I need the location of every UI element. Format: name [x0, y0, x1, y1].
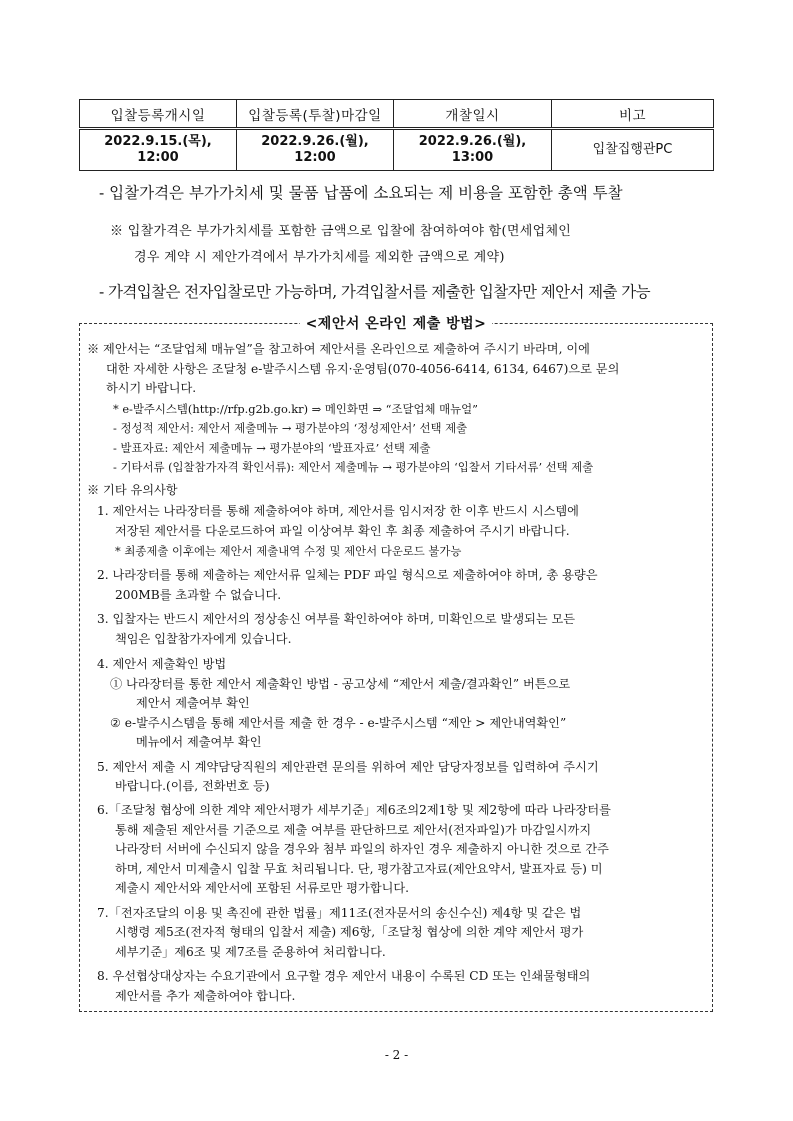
item-2-line2: 200MB를 초과할 수 없습니다. — [115, 588, 282, 602]
bullet-other-documents: - 기타서류 (입찰참가자격 확인서류): 제안서 제출메뉴 → 평가분야의 ‘입찰서 기타서류’ 선택 제출 — [113, 460, 594, 474]
intro-line2: 대한 자세한 사항은 조달청 e-발주시스템 유지·운영팀(070-4056-6414, 6134, 6467)으로 문의 — [106, 362, 620, 376]
item-2-line1: 2. 나라장터를 통해 제출하는 제안서류 일체는 PDF 파일 형식으로 제출하여야 하며, 총 용량은 — [97, 568, 598, 582]
item-6-line3: 나라장터 서버에 수신되지 않을 경우와 첨부 파일의 하자인 경우 제출하지 아니한 것으로 간주 — [115, 842, 609, 856]
header-bid-registration-deadline: 입찰등록(투찰)마감일 — [237, 100, 394, 129]
item-1-line1: 1. 제안서는 나라장터를 통해 제출하여야 하며, 제안서를 임시저장 한 이후 반드시 시스템에 — [97, 504, 579, 518]
note-vat-line1: ※ 입찰가격은 부가가치세를 포함한 금액으로 입찰에 참여하여야 함(면세업체인 — [110, 224, 572, 239]
note-electronic-bid: - 가격입찰은 전자입찰로만 가능하며, 가격입찰서를 제출한 입찰자만 제안서 제출 가능 — [99, 283, 650, 301]
item-8-line2: 제안서를 추가 제출하여야 합니다. — [115, 989, 296, 1003]
item-4-2-line1: ② e-발주시스템을 통해 제안서를 제출 한 경우 - e-발주시스템 “제안 > 제안내역확인” — [110, 716, 567, 730]
header-bid-opening: 개찰일시 — [394, 100, 552, 129]
bid-opening-date: 2022.9.26.(월), — [418, 134, 527, 149]
item-6-line4: 하며, 제안서 미제출시 입찰 무효 처리됩니다. 단, 평가참고자료(제안요약서, 발표자료 등) 미 — [115, 862, 603, 876]
bullet-qualitative-proposal: - 정성적 제안서: 제안서 제출메뉴 → 평가분야의 ‘정성제안서’ 선택 제출 — [113, 421, 468, 435]
item-6-line2: 통해 제출된 제안서를 기준으로 제출 여부를 판단하므로 제안서(전자파일)가 마감일시까지 — [115, 823, 592, 837]
cell-remark: 입찰집행관PC — [552, 129, 714, 171]
item-3-line2: 책임은 입찰참가자에게 있습니다. — [115, 632, 292, 646]
item-6-line5: 제출시 제안서와 제안서에 포함된 서류로만 평가합니다. — [115, 881, 410, 895]
item-8-line1: 8. 우선협상대상자는 수요기관에서 요구할 경우 제안서 내용이 수록된 CD 또는 인쇄물형태의 — [97, 969, 591, 983]
bid-opening-time: 13:00 — [451, 150, 494, 165]
item-3-line1: 3. 입찰자는 반드시 제안서의 정상송신 여부를 확인하여야 하며, 미확인으로 발생되는 모든 — [97, 612, 576, 626]
intro-line3: 하시기 바랍니다. — [106, 381, 197, 395]
registration-start-date: 2022.9.15.(목), — [104, 134, 212, 149]
item-4-1-line2: 제안서 제출여부 확인 — [136, 696, 250, 710]
header-bid-registration-start: 입찰등록개시일 — [80, 100, 237, 129]
table-row — [80, 129, 714, 171]
cell-registration-start — [80, 129, 237, 171]
registration-deadline-date: 2022.9.26.(월), — [261, 134, 369, 149]
page-number: - 2 - — [384, 1048, 409, 1062]
header-remark: 비고 — [552, 100, 714, 129]
bullet-presentation: - 발표자료: 제안서 제출메뉴 → 평가분야의 ‘발표자료’ 선택 제출 — [113, 441, 431, 455]
intro-line1: ※ 제안서는 “조달업체 매뉴얼”을 참고하여 제안서를 온라인으로 제출하여 주시기 바라며, 이에 — [87, 342, 590, 356]
item-1-note: * 최종제출 이후에는 제안서 제출내역 수정 및 제안서 다운로드 불가능 — [115, 544, 462, 558]
bid-schedule-table — [79, 99, 714, 171]
etc-notes-heading: ※ 기타 유의사항 — [87, 483, 178, 497]
online-submission-title: <제안서 온라인 제출 방법> — [80, 313, 712, 333]
item-7-line1: 7.「전자조달의 이용 및 촉진에 관한 법률」제11조(전자문서의 송신수신) 제4항 및 같은 법 — [97, 906, 582, 920]
table-header-row — [80, 100, 714, 129]
cell-registration-deadline — [237, 129, 394, 171]
item-4-heading: 4. 제안서 제출확인 방법 — [97, 657, 227, 671]
item-4-2-line2: 메뉴에서 제출여부 확인 — [136, 735, 262, 749]
item-7-line3: 세부기준」제6조 및 제7조를 준용하여 처리합니다. — [115, 945, 386, 959]
bullet-e-procurement-manual: * e-발주시스템(http://rfp.g2b.go.kr) ⇒ 메인화면 ⇒ “조달업체 매뉴얼” — [113, 402, 478, 416]
registration-deadline-time: 12:00 — [294, 150, 336, 165]
item-1-line2: 저장된 제안서를 다운로드하여 파일 이상여부 확인 후 최종 제출하여 주시기 바랍니다. — [115, 524, 570, 538]
item-4-1-line1: ① 나라장터를 통한 제안서 제출확인 방법 - 공고상세 “제안서 제출/결과확인” 버튼으로 — [110, 677, 571, 691]
note-total-price: - 입찰가격은 부가가치세 및 물품 납품에 소요되는 제 비용을 포함한 총액 투찰 — [99, 184, 623, 202]
registration-start-time: 12:00 — [137, 150, 179, 165]
item-5-line1: 5. 제안서 제출 시 계약담당직원의 제안관련 문의를 위하여 제안 담당자정보를 입력하여 주시기 — [97, 760, 599, 774]
item-5-line2: 바랍니다.(이름, 전화번호 등) — [115, 779, 270, 793]
item-7-line2: 시행령 제5조(전자적 형태의 입찰서 제출) 제6항,「조달청 협상에 의한 계약 제안서 평가 — [115, 925, 584, 939]
cell-bid-opening — [394, 129, 552, 171]
item-6-line1: 6.「조달청 협상에 의한 계약 제안서평가 세부기준」제6조의2제1항 및 제2항에 따라 나라장터를 — [97, 803, 611, 817]
note-vat-line2: 경우 계약 시 제안가격에서 부가가치세를 제외한 금액으로 계약) — [134, 250, 505, 265]
